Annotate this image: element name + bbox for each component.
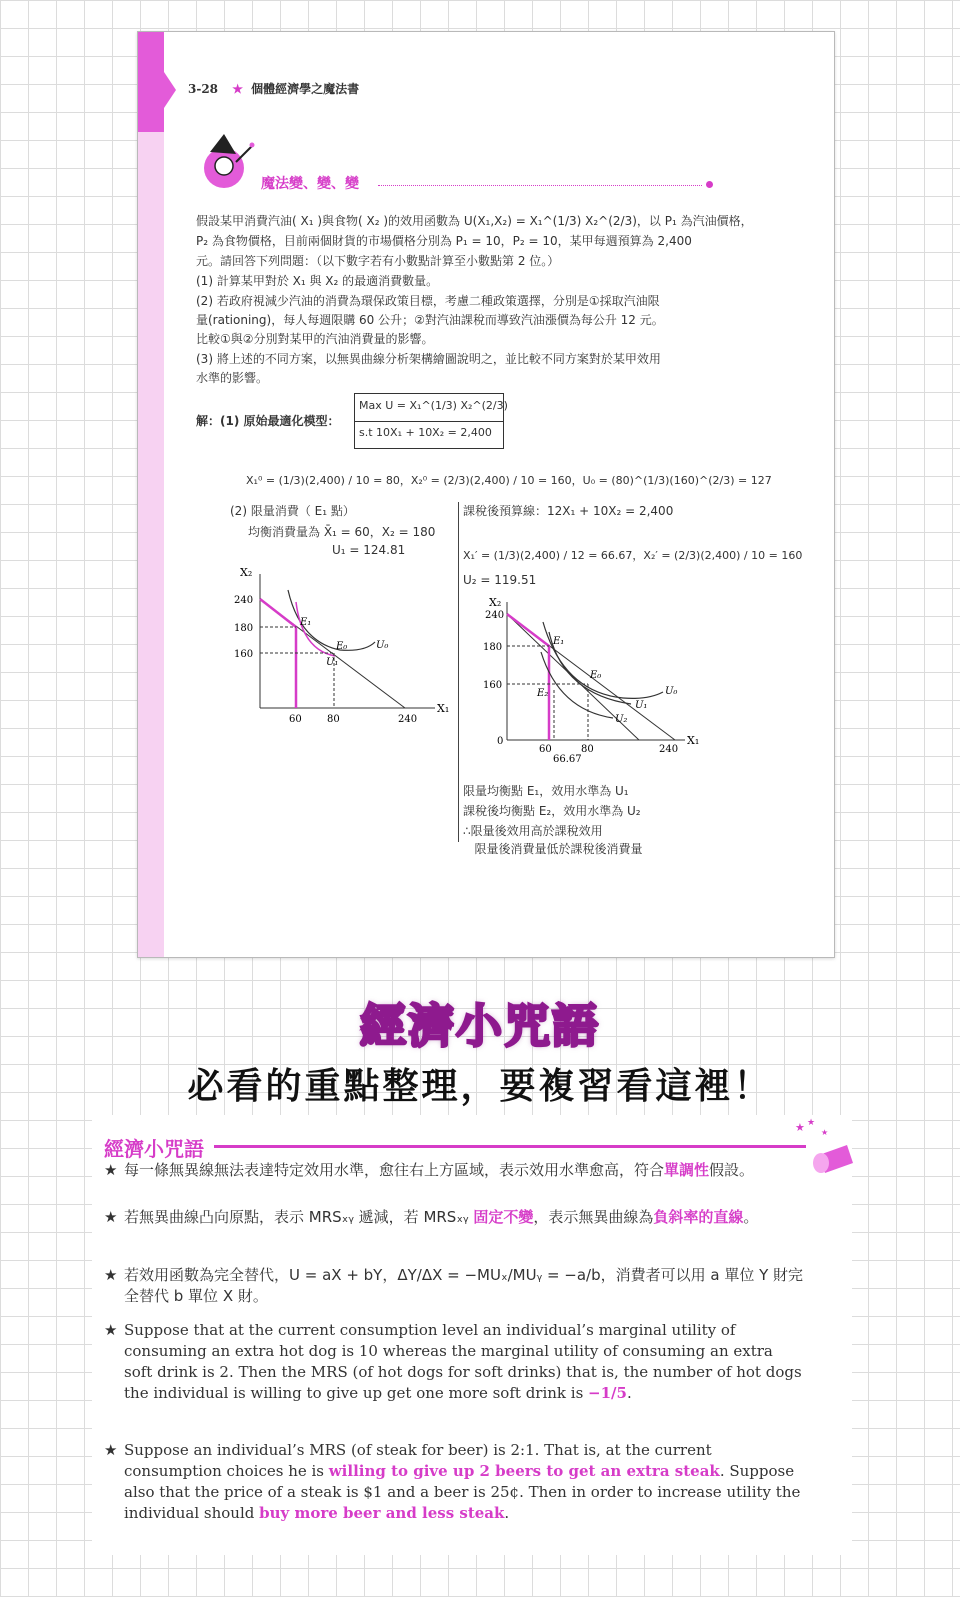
- question-line: 假設某甲消費汽油( X₁ )與食物( X₂ )的效用函數為 U(X₁,X₂) = X₁^(1/3) X₂^(2/3)，以 P₁ 為汽油價格，: [196, 214, 753, 228]
- left-y-axis-label: X₂: [240, 566, 253, 579]
- left-x-axis-label: X₁: [437, 702, 450, 715]
- left-x-tick: 60: [289, 714, 302, 725]
- right-x-axis-label: X₁: [687, 734, 700, 747]
- rationing-utility: U₁ = 124.81: [332, 543, 406, 557]
- left-y-tick: 240: [234, 595, 254, 606]
- point-label: E₀: [336, 641, 348, 652]
- tax-budget-line: 課稅後預算線：12X₁ + 10X₂ = 2,400: [463, 504, 674, 518]
- model-constraint: s.t 10X₁ + 10X₂ = 2,400: [359, 426, 492, 439]
- left-x-tick: 80: [327, 714, 340, 725]
- notes-card: [92, 1115, 852, 1555]
- star-icon: ★: [232, 82, 243, 96]
- right-x-tick: 60: [539, 744, 552, 755]
- question-line: 比較①與②分別對某甲的汽油消費量的影響。: [196, 332, 434, 346]
- note-item: ★ Suppose an individual’s MRS (of steak for beer) is 2:1. That is, at the current consumption choices he is willing to give up 2 beers to get an extra steak. Suppose also that the price of a steak is $1 and a beer is 25¢. Then in order to increase utility the individual should buy more beer and less steak.: [104, 1441, 801, 1522]
- page-side-strip-top: [138, 32, 164, 132]
- point-label: U₁: [326, 657, 339, 668]
- point-label: U₀: [376, 640, 389, 651]
- tax-graph: [463, 592, 703, 772]
- tax-utility: U₂ = 119.51: [463, 573, 537, 587]
- witch-illustration-icon: [196, 132, 256, 192]
- point-label: U₁: [635, 700, 648, 711]
- banner-title: 經濟小咒語: [360, 999, 600, 1053]
- question-line: (3) 將上述的不同方案，以無異曲線分析架構繪圖說明之，並比較不同方案對於某甲效用: [196, 352, 661, 366]
- model-objective: Max U = X₁^(1/3) X₂^(2/3): [359, 399, 508, 412]
- banner-subtitle: 必看的重點整理，要複習看這裡！: [187, 1066, 773, 1107]
- svg-text:★: ★: [821, 1128, 829, 1137]
- right-y-tick: 240: [485, 610, 505, 621]
- question-line: 量(rationing)，每人每週限購 60 公升；②對汽油課稅而導致汽油漲價為每公升 12 元。: [196, 313, 664, 327]
- page-tab-marker: [164, 72, 176, 108]
- point-label: U₂: [615, 714, 628, 725]
- conclusion-line: ∴限量後效用高於課稅效用: [463, 824, 603, 838]
- optimal-equation: X₁⁰ = (1/3)(2,400) / 10 = 80，X₂⁰ = (2/3)(2,400) / 10 = 160，U₀ = (80)^(1/3)(160)^(2/3) = 127: [246, 474, 772, 487]
- left-y-tick: 180: [234, 623, 254, 634]
- point-label: E₂: [537, 688, 549, 699]
- left-y-tick: 160: [234, 649, 254, 660]
- box-divider: [355, 421, 503, 422]
- rationing-graph: [230, 562, 455, 727]
- question-line: 水準的影響。: [196, 371, 269, 385]
- column-divider: [458, 502, 459, 842]
- point-label: E₀: [590, 670, 602, 681]
- bullet-star-icon: ★: [104, 1266, 118, 1284]
- book-title: 個體經濟學之魔法書: [251, 82, 360, 96]
- svg-text:★: ★: [807, 1118, 816, 1128]
- question-line: (1) 計算某甲對於 X₁ 與 X₂ 的最適消費數量。: [196, 274, 439, 288]
- question-line: P₂ 為食物價格，目前兩個財貨的市場價格分別為 P₁ = 10，P₂ = 10，某甲每週預算為 2,400: [196, 234, 692, 248]
- magic-section-title: 魔法變、變、變: [261, 176, 359, 192]
- right-y-tick: 0: [497, 736, 504, 747]
- note-item: ★ 每一條無異線無法表達特定效用水準，愈往右上方區域，表示效用水準愈高，符合單調性假設。: [104, 1161, 755, 1179]
- right-y-tick: 160: [483, 680, 503, 691]
- point-label: U₀: [665, 686, 678, 697]
- question-line: 元。請回答下列問題：（以下數字若有小數點計算至小數點第 2 位。）: [196, 254, 560, 268]
- right-x-tick: 66.67: [553, 754, 582, 765]
- dotted-rule: [378, 185, 702, 186]
- point-label: E₁: [300, 617, 312, 628]
- rule-end-dot: [706, 181, 713, 188]
- note-item: ★ Suppose that at the current consumption level an individual’s marginal utility of consuming an extra hot dog is 10 whereas the marginal utility of consuming an extra soft drink is 2. Then the MRS (of hot dogs for soft drinks) that is, the number of hot dogs the individual is willing to give up get one more soft drink is −1/5.: [104, 1321, 802, 1402]
- right-x-tick: 240: [659, 744, 679, 755]
- notes-rule: [214, 1145, 806, 1148]
- right-y-axis-label: X₂: [489, 596, 502, 609]
- rationing-eq: 均衡消費量為 X̄₁ = 60，X₂ = 180: [248, 525, 436, 539]
- left-x-tick: 240: [398, 714, 418, 725]
- notes-heading: 經濟小咒語: [104, 1137, 204, 1161]
- right-x-tick: 80: [581, 744, 594, 755]
- bullet-star-icon: ★: [104, 1321, 118, 1339]
- conclusion-line: 限量後消費量低於課稅後消費量: [463, 842, 643, 856]
- conclusion-line: 課稅後均衡點 E₂，效用水準為 U₂: [463, 804, 641, 818]
- svg-text:★: ★: [795, 1121, 805, 1134]
- conclusion-line: 限量均衡點 E₁，效用水準為 U₁: [463, 784, 629, 798]
- solution-label: 解：(1) 原始最適化模型：: [196, 414, 340, 428]
- note-item: ★ 若無異曲線凸向原點，表示 MRSₓᵧ 遞減，若 MRSₓᵧ 固定不變，表示無異曲線為負斜率的直線。: [104, 1208, 759, 1226]
- bullet-star-icon: ★: [104, 1208, 118, 1226]
- rationing-title: (2) 限量消費（ E₁ 點）: [230, 504, 355, 518]
- right-y-tick: 180: [483, 642, 503, 653]
- page-side-strip: [138, 32, 164, 957]
- question-line: (2) 若政府視減少汽油的消費為環保政策目標，考慮二種政策選擇，分別是①採取汽油限: [196, 294, 660, 308]
- textbook-page: [137, 31, 835, 958]
- bullet-star-icon: ★: [104, 1161, 118, 1179]
- bullet-star-icon: ★: [104, 1441, 118, 1459]
- point-label: E₁: [553, 636, 565, 647]
- page-number: 3-28: [188, 82, 219, 96]
- tax-equation: X₁′ = (1/3)(2,400) / 12 = 66.67，X₂′ = (2/3)(2,400) / 10 = 160: [463, 549, 803, 562]
- note-item: ★ 若效用函數為完全替代，U = aX + bY，ΔY/ΔX = −MUₓ/MUᵧ = −a/b，消費者可以用 a 單位 Y 財完全替代 b 單位 X 財。: [104, 1266, 804, 1305]
- page-header: [188, 80, 359, 97]
